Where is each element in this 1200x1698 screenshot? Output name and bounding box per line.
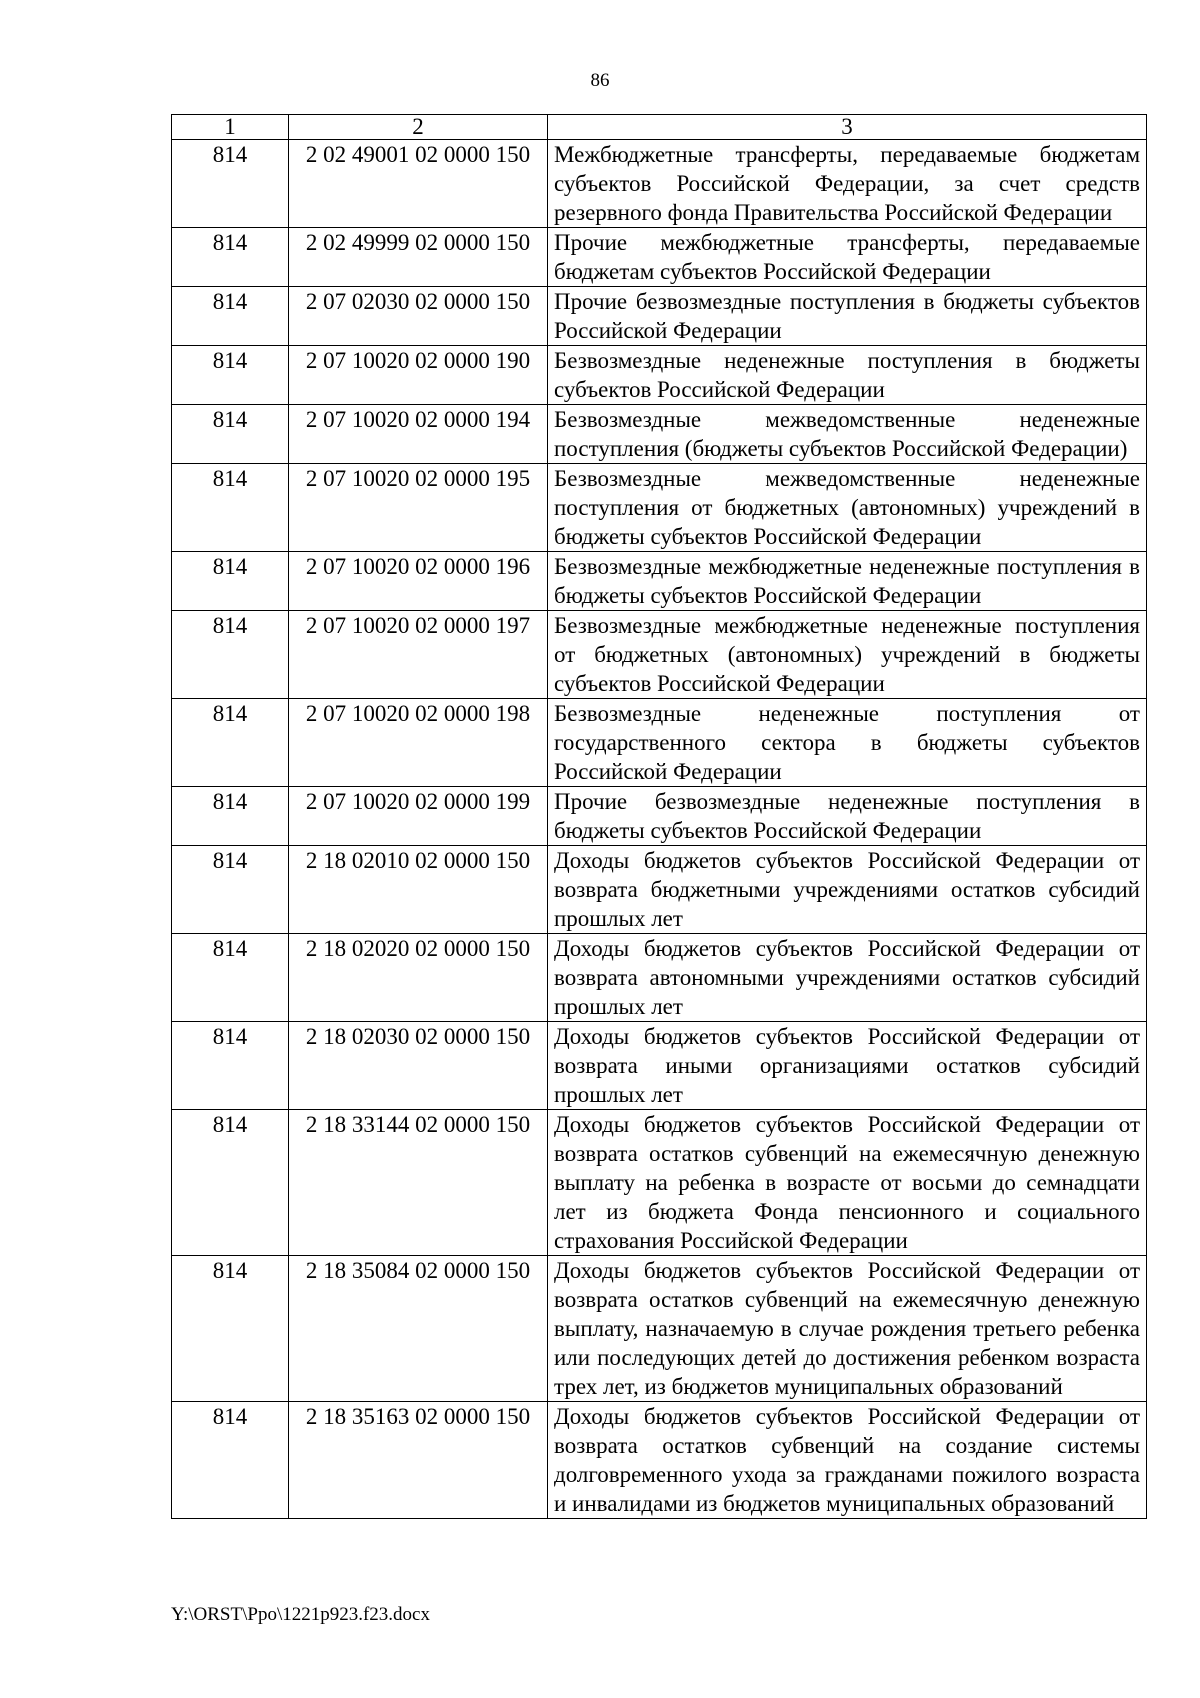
admin-code-cell: 814 <box>172 934 289 1022</box>
admin-code-cell: 814 <box>172 140 289 228</box>
budget-code-cell: 2 18 02030 02 0000 150 <box>289 1022 548 1110</box>
admin-code-cell: 814 <box>172 405 289 464</box>
admin-code-cell: 814 <box>172 699 289 787</box>
budget-code-cell: 2 02 49001 02 0000 150 <box>289 140 548 228</box>
table-row <box>172 287 1147 346</box>
table-row <box>172 699 1147 787</box>
table-row <box>172 1402 1147 1519</box>
budget-code-cell: 2 07 02030 02 0000 150 <box>289 287 548 346</box>
column-header-2: 2 <box>289 115 548 140</box>
description-cell: Доходы бюджетов субъектов Российской Федерации от возврата бюджетными учреждениями остатков субсидий прошлых лет <box>548 846 1147 934</box>
description-cell: Безвозмездные межбюджетные неденежные поступления в бюджеты субъектов Российской Федерации <box>548 552 1147 611</box>
table-row <box>172 140 1147 228</box>
table-row <box>172 464 1147 552</box>
admin-code-cell: 814 <box>172 1402 289 1519</box>
table-row <box>172 1110 1147 1256</box>
admin-code-cell: 814 <box>172 787 289 846</box>
budget-code-cell: 2 07 10020 02 0000 195 <box>289 464 548 552</box>
admin-code-cell: 814 <box>172 611 289 699</box>
table-row <box>172 405 1147 464</box>
budget-code-cell: 2 18 35163 02 0000 150 <box>289 1402 548 1519</box>
table-row <box>172 346 1147 405</box>
footer-file-path: Y:\ORST\Ppo\1221p923.f23.docx <box>171 1604 430 1625</box>
budget-code-cell: 2 07 10020 02 0000 194 <box>289 405 548 464</box>
admin-code-cell: 814 <box>172 464 289 552</box>
admin-code-cell: 814 <box>172 552 289 611</box>
budget-code-cell: 2 07 10020 02 0000 199 <box>289 787 548 846</box>
table-row <box>172 552 1147 611</box>
revenue-codes-table <box>171 114 1147 1519</box>
description-cell: Безвозмездные неденежные поступления в бюджеты субъектов Российской Федерации <box>548 346 1147 405</box>
description-cell: Доходы бюджетов субъектов Российской Федерации от возврата автономными учреждениями остатков субсидий прошлых лет <box>548 934 1147 1022</box>
table-row <box>172 846 1147 934</box>
table-row <box>172 1022 1147 1110</box>
column-header-3: 3 <box>548 115 1147 140</box>
admin-code-cell: 814 <box>172 287 289 346</box>
budget-code-cell: 2 18 35084 02 0000 150 <box>289 1256 548 1402</box>
admin-code-cell: 814 <box>172 1110 289 1256</box>
budget-code-cell: 2 07 10020 02 0000 190 <box>289 346 548 405</box>
admin-code-cell: 814 <box>172 1256 289 1402</box>
table-row <box>172 228 1147 287</box>
budget-code-cell: 2 02 49999 02 0000 150 <box>289 228 548 287</box>
budget-code-cell: 2 07 10020 02 0000 196 <box>289 552 548 611</box>
table-row <box>172 934 1147 1022</box>
description-cell: Прочие межбюджетные трансферты, передаваемые бюджетам субъектов Российской Федерации <box>548 228 1147 287</box>
description-cell: Безвозмездные межведомственные неденежные поступления от бюджетных (автономных) учреждений в бюджеты субъектов Российской Федерации <box>548 464 1147 552</box>
description-cell: Прочие безвозмездные неденежные поступления в бюджеты субъектов Российской Федерации <box>548 787 1147 846</box>
description-cell: Безвозмездные межведомственные неденежные поступления (бюджеты субъектов Российской Федерации) <box>548 405 1147 464</box>
column-header-1: 1 <box>172 115 289 140</box>
budget-code-cell: 2 07 10020 02 0000 197 <box>289 611 548 699</box>
description-cell: Прочие безвозмездные поступления в бюджеты субъектов Российской Федерации <box>548 287 1147 346</box>
budget-code-cell: 2 18 33144 02 0000 150 <box>289 1110 548 1256</box>
description-cell: Межбюджетные трансферты, передаваемые бюджетам субъектов Российской Федерации, за счет средств резервного фонда Правительства Российской Федерации <box>548 140 1147 228</box>
description-cell: Доходы бюджетов субъектов Российской Федерации от возврата остатков субвенций на создание системы долговременного ухода за гражданами пожилого возраста и инвалидами из бюджетов муниципальных образований <box>548 1402 1147 1519</box>
description-cell: Безвозмездные межбюджетные неденежные поступления от бюджетных (автономных) учреждений в бюджеты субъектов Российской Федерации <box>548 611 1147 699</box>
description-cell: Доходы бюджетов субъектов Российской Федерации от возврата иными организациями остатков субсидий прошлых лет <box>548 1022 1147 1110</box>
table-row <box>172 611 1147 699</box>
table-header-row <box>172 115 1147 140</box>
description-cell: Безвозмездные неденежные поступления от государственного сектора в бюджеты субъектов Российской Федерации <box>548 699 1147 787</box>
table-row <box>172 1256 1147 1402</box>
admin-code-cell: 814 <box>172 1022 289 1110</box>
table-row <box>172 787 1147 846</box>
description-cell: Доходы бюджетов субъектов Российской Федерации от возврата остатков субвенций на ежемесячную денежную выплату на ребенка в возрасте от восьми до семнадцати лет из бюджета Фонда пенсионного и социального страхования Российской Федерации <box>548 1110 1147 1256</box>
budget-code-cell: 2 18 02020 02 0000 150 <box>289 934 548 1022</box>
budget-code-cell: 2 07 10020 02 0000 198 <box>289 699 548 787</box>
page-number: 86 <box>590 70 610 91</box>
description-cell: Доходы бюджетов субъектов Российской Федерации от возврата остатков субвенций на ежемесячную денежную выплату, назначаемую в случае рождения третьего ребенка или последующих детей до достижения ребенком возраста трех лет, из бюджетов муниципальных образований <box>548 1256 1147 1402</box>
admin-code-cell: 814 <box>172 346 289 405</box>
budget-code-cell: 2 18 02010 02 0000 150 <box>289 846 548 934</box>
admin-code-cell: 814 <box>172 228 289 287</box>
admin-code-cell: 814 <box>172 846 289 934</box>
